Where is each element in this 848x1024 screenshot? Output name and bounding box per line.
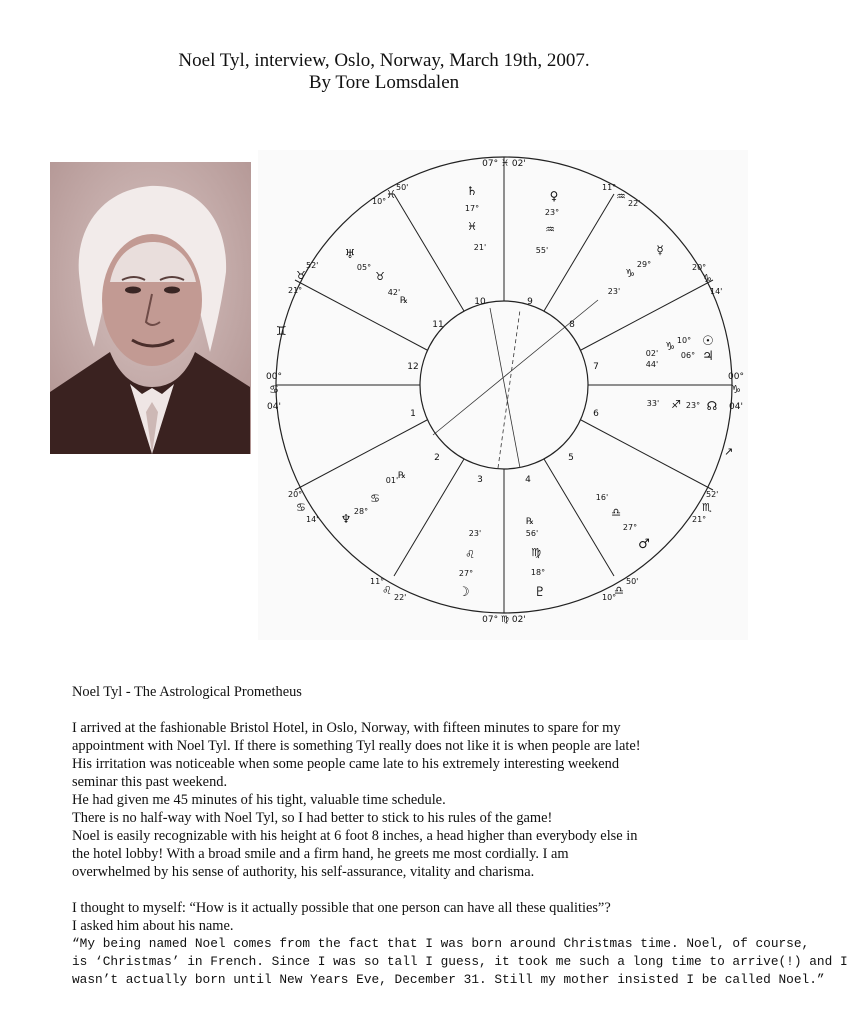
taurus-icon: ♉ (375, 270, 385, 283)
dsc-sign-icon: ♑ (731, 383, 741, 396)
paragraph-line: seminar this past weekend. (72, 774, 228, 790)
svg-text:50': 50' (396, 183, 409, 192)
house-number: 3 (477, 475, 483, 485)
svg-text:55': 55' (535, 246, 549, 255)
paragraph-line: I asked him about his name. (72, 918, 234, 934)
moon-icon: ☽ (458, 585, 470, 600)
paragraph-line: His irritation was noticeable when some people came late to his extremely interesting weekend (72, 756, 620, 772)
svg-text:28°: 28° (353, 507, 369, 516)
libra-icon: ♎ (614, 584, 624, 597)
pisces-icon: ♓ (386, 188, 396, 201)
svg-text:23': 23' (468, 529, 482, 538)
scorpio-icon: ♏ (702, 501, 712, 514)
capricorn-icon: ♑ (625, 267, 635, 280)
cusp-bottom-label: 07° ♍ 02' (482, 615, 526, 625)
svg-text:06°: 06° (680, 351, 696, 360)
paragraph-line: I arrived at the fashionable Bristol Hotel, in Oslo, Norway, with fifteen minutes to spare for my (72, 720, 621, 736)
uranus-icon: ♅ (344, 247, 356, 261)
svg-text:23': 23' (607, 287, 621, 296)
node-icon: ☊ (706, 399, 718, 413)
svg-text:10°: 10° (372, 197, 387, 206)
asc-sign-icon: ♋ (269, 383, 279, 396)
jupiter-icon: ♃ (702, 349, 714, 364)
article-heading: Noel Tyl - The Astrological Prometheus (72, 684, 302, 700)
neptune-icon: ♆ (340, 512, 352, 526)
natal-chart (258, 150, 748, 640)
svg-text:21°: 21° (288, 286, 303, 295)
paragraph-line: appointment with Noel Tyl. If there is something Tyl really does not like it is when people are late! (72, 738, 641, 754)
house-number: 5 (568, 453, 574, 463)
dsc-minutes: 04' (729, 402, 743, 412)
cancer-icon: ♋ (370, 492, 380, 505)
paragraph-line: I thought to myself: “How is it actually possible that one person can have all these qualities”? (72, 900, 611, 916)
title-line-2: By Tore Lomsdalen (308, 72, 460, 93)
svg-text:27°: 27° (458, 569, 474, 578)
svg-text:52': 52' (306, 261, 319, 270)
house-number: 1 (410, 409, 416, 419)
svg-text:01': 01' (385, 476, 399, 485)
svg-text:50': 50' (626, 577, 639, 586)
house-number: 6 (593, 409, 599, 419)
venus-icon: ♀ (549, 189, 559, 203)
portrait-photo (50, 162, 251, 454)
svg-text:17°: 17° (464, 204, 480, 213)
cancer-icon: ♋ (296, 501, 306, 514)
svg-text:44': 44' (645, 360, 659, 369)
house-number: 8 (569, 320, 575, 330)
quote-line: “My being named Noel comes from the fact that I was born around Christmas time. Noel, of course, (72, 936, 810, 951)
svg-text:18°: 18° (530, 568, 546, 577)
svg-text:33': 33' (646, 399, 660, 408)
house-number: 9 (527, 297, 533, 307)
paragraph-line: He had given me 45 minutes of his tight, valuable time schedule. (72, 792, 446, 808)
article-body (72, 683, 848, 989)
pisces-icon: ♓ (467, 220, 477, 233)
quote-line: wasn’t actually born until New Years Eve, December 31. Still my mother insisted I be called Noel.” (72, 972, 825, 987)
planet-labels (341, 184, 718, 600)
asc-degree: 00° (266, 372, 282, 382)
house-number: 7 (593, 362, 599, 372)
retrograde-icon: ℞ (399, 296, 409, 306)
aquarius-icon: ♒ (616, 190, 626, 203)
mercury-icon: ☿ (656, 243, 664, 257)
svg-text:05°: 05° (356, 263, 372, 272)
svg-text:20°: 20° (288, 490, 303, 499)
paragraph-line: There is no half-way with Noel Tyl, so I had better to stick to his rules of the game! (72, 810, 553, 826)
svg-text:14': 14' (306, 515, 319, 524)
leo-icon: ♌ (465, 548, 475, 561)
dsc-degree: 00° (728, 372, 744, 382)
sagittarius-icon: ♐ (671, 398, 681, 411)
house-number: 2 (434, 453, 440, 463)
svg-text:21': 21' (473, 243, 487, 252)
svg-text:02': 02' (645, 349, 659, 358)
house-cusp-lines (276, 157, 732, 613)
svg-text:27°: 27° (622, 523, 638, 532)
retrograde-icon: ℞ (397, 471, 407, 481)
page-title (0, 50, 768, 94)
house-number: 11 (432, 320, 444, 330)
svg-text:22': 22' (394, 593, 407, 602)
house-number: 10 (474, 297, 486, 307)
gemini-icon: ♊ (276, 324, 287, 338)
svg-text:11°: 11° (370, 577, 385, 586)
cusp-top-label: 07° ♓ 02' (482, 159, 526, 169)
svg-text:10°: 10° (602, 593, 617, 602)
capricorn-icon: ♑ (665, 340, 675, 353)
sun-icon: ☉ (702, 334, 714, 349)
svg-text:22': 22' (628, 199, 641, 208)
svg-text:56': 56' (525, 529, 539, 538)
house-number: 4 (525, 475, 531, 485)
svg-text:10°: 10° (676, 336, 692, 345)
asc-minutes: 04' (267, 402, 281, 412)
aquarius-icon: ♒ (545, 223, 555, 236)
svg-text:23°: 23° (544, 208, 560, 217)
arrow-icon: ↗ (724, 445, 734, 458)
title-line-1: Noel Tyl, interview, Oslo, Norway, March 19th, 2007. (178, 50, 590, 71)
svg-text:14': 14' (710, 287, 723, 296)
house-number: 12 (407, 362, 419, 372)
pluto-icon: ♇ (534, 585, 546, 600)
virgo-icon: ♍ (531, 546, 541, 559)
house-numbers (407, 297, 599, 485)
svg-text:52': 52' (706, 490, 719, 499)
natal-chart-wheel (258, 150, 748, 640)
svg-text:21°: 21° (692, 515, 707, 524)
portrait-illustration (50, 162, 251, 454)
capricorn-icon: ♑ (702, 272, 712, 285)
svg-text:16': 16' (595, 493, 609, 502)
paragraph-line: Noel is easily recognizable with his height at 6 foot 8 inches, a head higher than everybody else in (72, 828, 638, 844)
svg-text:11°: 11° (602, 183, 617, 192)
taurus-icon: ♉ (296, 269, 306, 282)
svg-text:42': 42' (387, 288, 401, 297)
quote-line: is ‘Christmas’ in French. Since I was so tall I guess, it took me such a long time to arrive(!) and I (72, 954, 848, 969)
svg-text:23°: 23° (685, 401, 701, 410)
inner-circle (420, 301, 588, 469)
cusp-labels (276, 183, 733, 602)
leo-icon: ♌ (382, 584, 392, 597)
mars-icon: ♂ (638, 537, 650, 552)
retrograde-icon: ℞ (525, 517, 535, 527)
svg-text:20°: 20° (692, 263, 707, 272)
svg-text:29°: 29° (636, 260, 652, 269)
paragraph-line: overwhelmed by his sense of authority, his self-assurance, vitality and charisma. (72, 864, 535, 880)
paragraph-line: the hotel lobby! With a broad smile and a firm hand, he greets me most cordially. I am (72, 846, 569, 862)
libra-icon: ♎ (611, 506, 621, 519)
saturn-icon: ♄ (466, 184, 478, 198)
